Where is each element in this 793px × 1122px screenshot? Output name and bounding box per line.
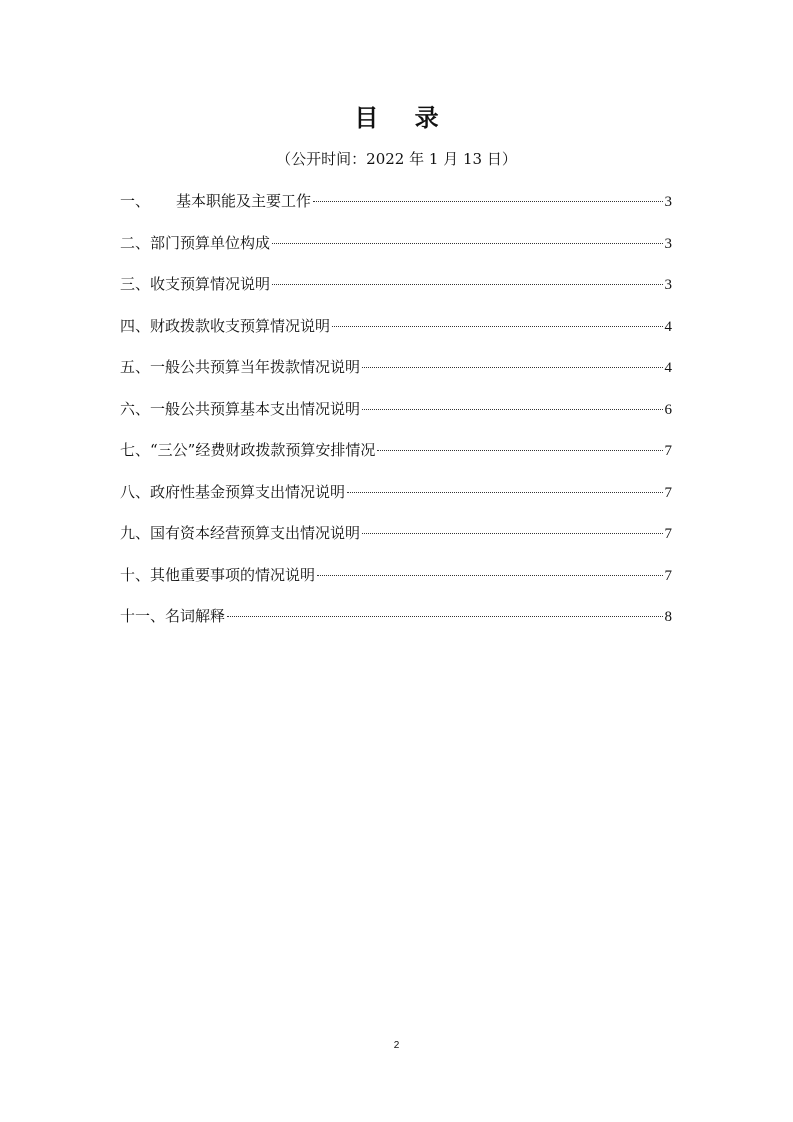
toc-leader-dots: [332, 326, 662, 327]
toc-entry[interactable]: [120, 353, 672, 395]
toc-leader-dots: [362, 367, 662, 368]
toc-leader-dots: [272, 243, 662, 244]
toc-entry-page: 7: [664, 567, 672, 584]
toc-entry-page: 3: [664, 194, 672, 210]
toc-entry-label: 三、收支预算情况说明: [120, 275, 271, 293]
toc-entry-label: 九、国有资本经营预算支出情况说明: [120, 524, 361, 542]
toc-leader-dots: [362, 533, 662, 534]
toc-leader-dots: [272, 284, 662, 285]
toc-entry[interactable]: [120, 395, 672, 437]
toc-entry-page: 7: [664, 484, 672, 501]
toc-leader-dots: [377, 450, 662, 451]
toc-entry-page: 3: [664, 235, 672, 252]
toc-entry[interactable]: [120, 561, 672, 603]
toc-leader-dots: [313, 201, 662, 202]
toc-leader-dots: [227, 616, 662, 617]
toc-entry-page: 7: [664, 526, 672, 542]
toc-entry[interactable]: [120, 270, 672, 312]
toc-entry[interactable]: [120, 312, 672, 354]
toc-entry-page: 4: [664, 360, 672, 376]
table-of-contents: [120, 187, 672, 644]
toc-entry[interactable]: [120, 436, 672, 478]
toc-entry[interactable]: [120, 187, 672, 229]
toc-entry-label: 十一、名词解释: [120, 607, 226, 625]
toc-entry[interactable]: [120, 602, 672, 644]
toc-entry-page: 6: [664, 401, 672, 418]
toc-entry[interactable]: [120, 229, 672, 271]
toc-entry-label: 二、部门预算单位构成: [120, 233, 271, 252]
toc-entry-label: 一、: [120, 192, 151, 210]
toc-entry-label: 六、一般公共预算基本支出情况说明: [120, 399, 361, 418]
toc-title: 目 录: [354, 104, 453, 132]
toc-entry[interactable]: [120, 519, 672, 561]
toc-entry-page: 3: [664, 277, 672, 293]
toc-entry-label: 十、其他重要事项的情况说明: [120, 565, 316, 584]
page-number: 2: [393, 1040, 400, 1051]
toc-leader-dots: [317, 575, 662, 576]
toc-entry-page: 7: [664, 443, 672, 459]
toc-leader-dots: [347, 492, 662, 493]
toc-entry-label: 八、政府性基金预算支出情况说明: [120, 482, 346, 501]
toc-entry-label: 七、“三公”经费财政拨款预算安排情况: [120, 441, 376, 459]
toc-leader-dots: [362, 409, 662, 410]
toc-entry-label: 五、一般公共预算当年拨款情况说明: [120, 358, 361, 376]
toc-entry-label: 四、财政拨款收支预算情况说明: [120, 316, 331, 335]
toc-entry-page: 4: [664, 318, 672, 335]
publish-date: （公开时间：2022 年 1 月 13 日）: [276, 150, 517, 168]
toc-entry-page: 8: [664, 609, 672, 625]
toc-entry-text: 基本职能及主要工作: [176, 192, 312, 210]
toc-entry[interactable]: [120, 478, 672, 520]
